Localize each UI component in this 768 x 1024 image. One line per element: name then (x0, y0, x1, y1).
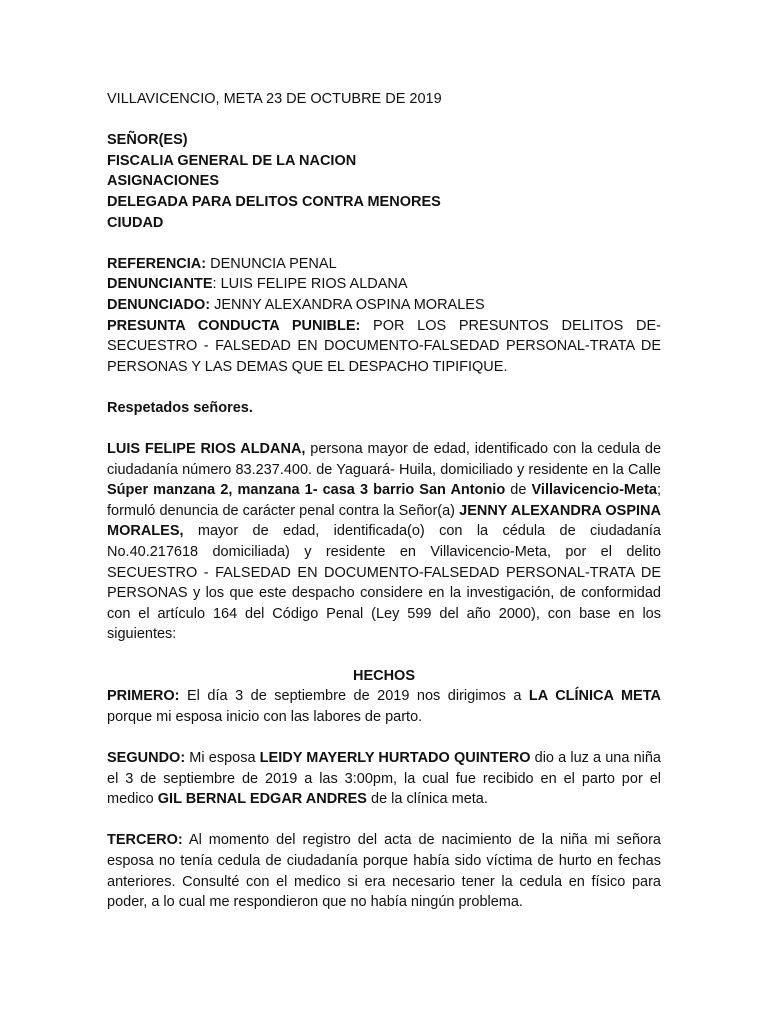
addressee-line: DELEGADA PARA DELITOS CONTRA MENORES (107, 193, 441, 210)
denunciado-line (107, 295, 661, 316)
conducta-label: PRESUNTA CONDUCTA PUNIBLE: (107, 317, 361, 334)
reference-line (107, 254, 661, 275)
reference-label: REFERENCIA: (107, 255, 207, 272)
doctor-name: GIL BERNAL EDGAR ANDRES (157, 791, 367, 808)
conducta-line (107, 316, 661, 378)
complainant-city: Villavicencio-Meta (531, 482, 657, 499)
fact-label: TERCERO: (107, 832, 183, 849)
intro-paragraph (107, 439, 661, 645)
fact-text: Al momento del registro del acta de nacimiento de la niña mi señora esposa no tenía cedula de ciudadanía porque había sido víctima de hurto en fechas anteriores. Consulté con el medico si era necesario tener la cedula en físico para poder, a lo cual me respondieron que no había ningún problema. (107, 832, 661, 911)
fact-label: PRIMERO: (107, 688, 180, 705)
denunciante-value: : LUIS FELIPE RIOS ALDANA (212, 276, 408, 293)
salutation: Respetados señores. (107, 399, 253, 416)
wife-name: LEIDY MAYERLY HURTADO QUINTERO (259, 750, 531, 766)
fact-text: El día 3 de septiembre de 2019 nos dirigimos a (179, 688, 529, 705)
document-page (107, 89, 661, 913)
addressee-line: CIUDAD (107, 214, 164, 231)
fact-text: porque mi esposa inicio con las labores de parto. (107, 708, 423, 725)
denunciante-line (107, 274, 661, 295)
accused-name: JENNY ALEXANDRA OSPINA MORALES, (107, 502, 661, 540)
fact-primero (107, 686, 661, 727)
denunciante-label: DENUNCIANTE (107, 276, 213, 293)
fact-label: SEGUNDO: (107, 750, 186, 766)
denunciado-value: JENNY ALEXANDRA OSPINA MORALES (210, 296, 485, 313)
reference-block (107, 254, 661, 378)
intro-text: de (505, 482, 532, 499)
addressee-block (107, 130, 661, 233)
intro-text: ; formuló denuncia de carácter penal contra la Señor(a) (107, 482, 661, 519)
denunciado-label: DENUNCIADO: (107, 296, 211, 313)
fact-segundo (107, 748, 661, 810)
intro-text: mayor de edad, identificada(o) con la cédula de ciudadanía No.40.217618 domiciliada) y residente en Villavicencio-Meta, por el delito SECUESTRO - FALSEDAD EN DOCUMENTO-FALSEDAD PERSONAL-TRATA DE PERSONAS y los que este despacho considere en la investigación, de conformidad con el artículo 164 del Código Penal (Ley 599 del año 2000), con base en los siguientes: (107, 523, 661, 643)
reference-value: DENUNCIA PENAL (206, 255, 337, 272)
conducta-value: POR LOS PRESUNTOS DELITOS DE-SECUESTRO - FALSEDAD EN DOCUMENTO-FALSEDAD PERSONAL-TRATA DE PERSONAS Y LAS DEMAS QUE EL DESPACHO TIPIFIQUE. (107, 317, 661, 375)
place-date: VILLAVICENCIO, META 23 DE OCTUBRE DE 2019 (107, 91, 442, 107)
intro-text: persona mayor de edad, identificado con la cedula de ciudadanía número 83.237.400. de Yaguará- Huila, domiciliado y residente en la Calle (107, 441, 662, 478)
fact-text: de la clínica meta. (366, 791, 488, 808)
fact-text: dio a luz a una niña el 3 de septiembre de 2019 a las 3:00pm, la cual fue recibido en el parto por el medico (107, 750, 661, 808)
clinic-name: LA CLÍNICA META (528, 688, 661, 705)
complainant-address: Súper manzana 2, manzana 1- casa 3 barrio San Antonio (107, 482, 506, 499)
fact-text: Mi esposa (185, 750, 260, 766)
addressee-line: FISCALIA GENERAL DE LA NACION (107, 152, 357, 169)
fact-tercero (107, 830, 661, 912)
addressee-line: ASIGNACIONES (107, 173, 219, 190)
addressee-line: SEÑOR(ES) (107, 132, 188, 149)
hechos-title: HECHOS (352, 667, 416, 684)
complainant-name: LUIS FELIPE RIOS ALDANA, (107, 441, 306, 458)
